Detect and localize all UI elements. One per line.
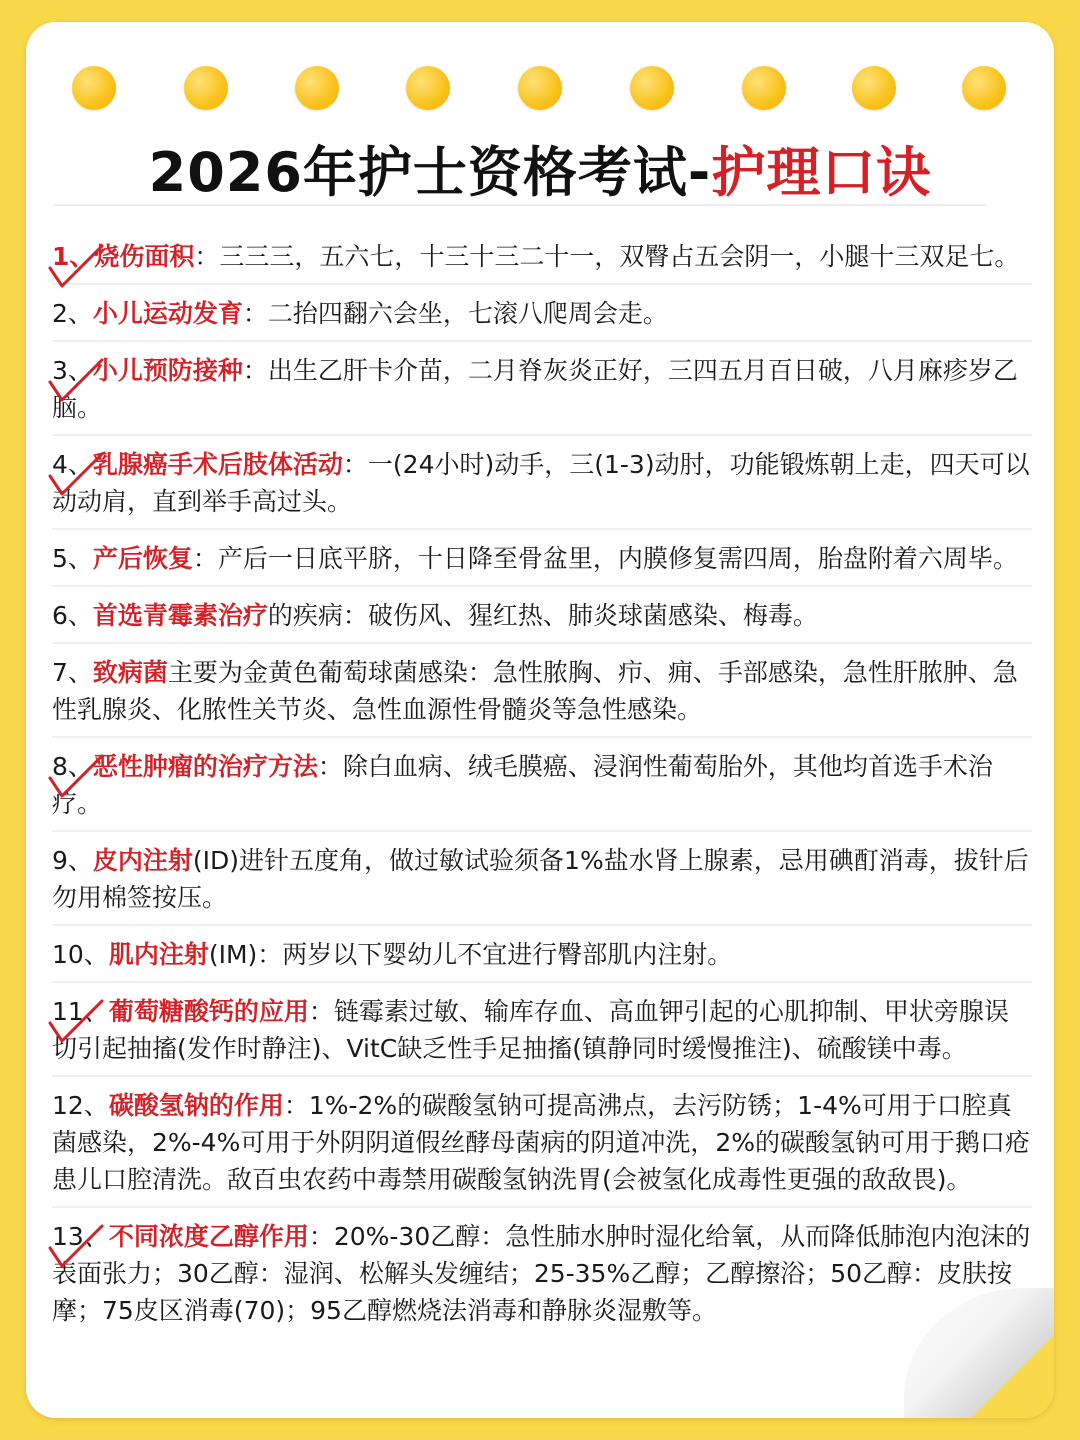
binder-dot: [72, 66, 116, 110]
mnemonic-list: [52, 238, 1032, 1347]
item-number: 11、: [52, 997, 109, 1026]
item-text: ：1%-2%的碳酸氢钠可提高沸点，去污防锈；1-4%可用于口腔真菌感染，2%-4%可用于外阴阴道假丝酵母菌病的阴道冲洗，2%的碳酸氢钠可用于鹅口疮患儿口腔清洗。敌百虫农药中毒禁用碳酸氢钠洗胃(会被氢化成毒性更强的敌敌畏)。: [52, 1091, 1031, 1194]
item-number: 8、: [52, 752, 93, 781]
title-divider: [54, 204, 986, 206]
list-item: [52, 1218, 1032, 1337]
item-keyword: 致病菌: [92, 658, 168, 687]
item-number: 6、: [52, 601, 93, 630]
item-number: 13、: [52, 1222, 109, 1251]
list-item: [52, 446, 1032, 530]
list-item: [52, 295, 1032, 342]
item-number: 10、: [52, 940, 109, 969]
list-item: [52, 842, 1032, 926]
list-item: [52, 597, 1032, 644]
item-keyword: 葡萄糖酸钙的应用: [108, 997, 309, 1026]
binder-dot: [630, 66, 674, 110]
item-keyword: 烧伤面积: [94, 242, 195, 271]
item-number: 7、: [52, 658, 93, 687]
item-keyword: 小儿预防接种: [92, 356, 243, 385]
item-number: 5、: [52, 544, 93, 573]
item-text: 的疾病：破伤风、猩红热、肺炎球菌感染、梅毒。: [267, 601, 818, 630]
title-accent: 护理口诀: [711, 141, 932, 204]
item-keyword: 肌内注射: [108, 940, 209, 969]
list-item: [52, 993, 1032, 1077]
item-text: (IM)：两岁以下婴幼儿不宜进行臀部肌内注射。: [208, 940, 733, 969]
item-keyword: 小儿运动发育: [92, 299, 243, 328]
title-main: 2026年护士资格考试-: [148, 141, 712, 204]
item-number: 4、: [52, 450, 93, 479]
list-item: [52, 352, 1032, 436]
item-text: ：出生乙肝卡介苗，二月脊灰炎正好，三四五月百日破，八月麻疹岁乙脑。: [52, 356, 1018, 422]
binder-dot: [184, 66, 228, 110]
list-item: [52, 936, 1032, 983]
list-item: [52, 1087, 1032, 1208]
item-number: 2、: [52, 299, 93, 328]
item-text: (ID)进针五度角，做过敏试验须备1%盐水肾上腺素，忌用碘酊消毒，拔针后勿用棉签按压。: [52, 846, 1029, 912]
list-item: [52, 654, 1032, 738]
item-keyword: 乳腺癌手术后肢体活动: [92, 450, 343, 479]
list-item: [52, 238, 1032, 285]
binder-dot: [742, 66, 786, 110]
item-text: ：一(24小时)动手，三(1-3)动肘，功能锻炼朝上走，四天可以动动肩，直到举手高过头。: [52, 450, 1030, 516]
binder-dot: [962, 66, 1006, 110]
item-keyword: 恶性肿瘤的治疗方法: [92, 752, 318, 781]
item-text: ：20%-30乙醇：急性肺水肿时湿化给氧，从而降低肺泡内泡沫的表面张力；30乙醇：湿润、松解头发缠结；25-35%乙醇；乙醇擦浴；50乙醇：皮肤按摩；75皮区消毒(70)；95乙醇燃烧法消毒和静脉炎湿敷等。: [52, 1222, 1031, 1325]
list-item: [52, 540, 1032, 587]
item-text: ：产后一日底平脐，十日降至骨盆里，内膜修复需四周，胎盘附着六周毕。: [192, 544, 1018, 573]
list-item: [52, 748, 1032, 832]
binder-dot: [295, 66, 339, 110]
binder-dot: [852, 66, 896, 110]
item-number: 3、: [52, 356, 93, 385]
item-keyword: 皮内注射: [92, 846, 193, 875]
item-text: ：二抬四翻六会坐，七滚八爬周会走。: [242, 299, 668, 328]
item-text: ：三三三，五六七，十三十三二十一，双臀占五会阴一，小腿十三双足七。: [194, 242, 1020, 271]
item-number: 12、: [52, 1091, 109, 1120]
item-keyword: 产后恢复: [92, 544, 193, 573]
item-text: ：链霉素过敏、输库存血、高血钾引起的心肌抑制、甲状旁腺误切引起抽搐(发作时静注)、VitC缺乏性手足抽搐(镇静同时缓慢推注)、硫酸镁中毒。: [52, 997, 1009, 1063]
item-text: 主要为金黄色葡萄球菌感染：急性脓胸、疖、痈、手部感染，急性肝脓肿、急性乳腺炎、化脓性关节炎、急性血源性骨髓炎等急性感染。: [52, 658, 1018, 724]
item-number: 9、: [52, 846, 93, 875]
binder-dot: [406, 66, 450, 110]
binder-dots: [0, 0, 1080, 110]
item-keyword: 碳酸氢钠的作用: [108, 1091, 284, 1120]
item-keyword: 不同浓度乙醇作用: [108, 1222, 309, 1251]
item-text: ：除白血病、绒毛膜癌、浸润性葡萄胎外，其他均首选手术治疗。: [52, 752, 993, 818]
binder-dot: [518, 66, 562, 110]
item-number: 1、: [52, 242, 95, 271]
item-keyword: 首选青霉素治疗: [92, 601, 268, 630]
page-title: [0, 130, 1080, 207]
